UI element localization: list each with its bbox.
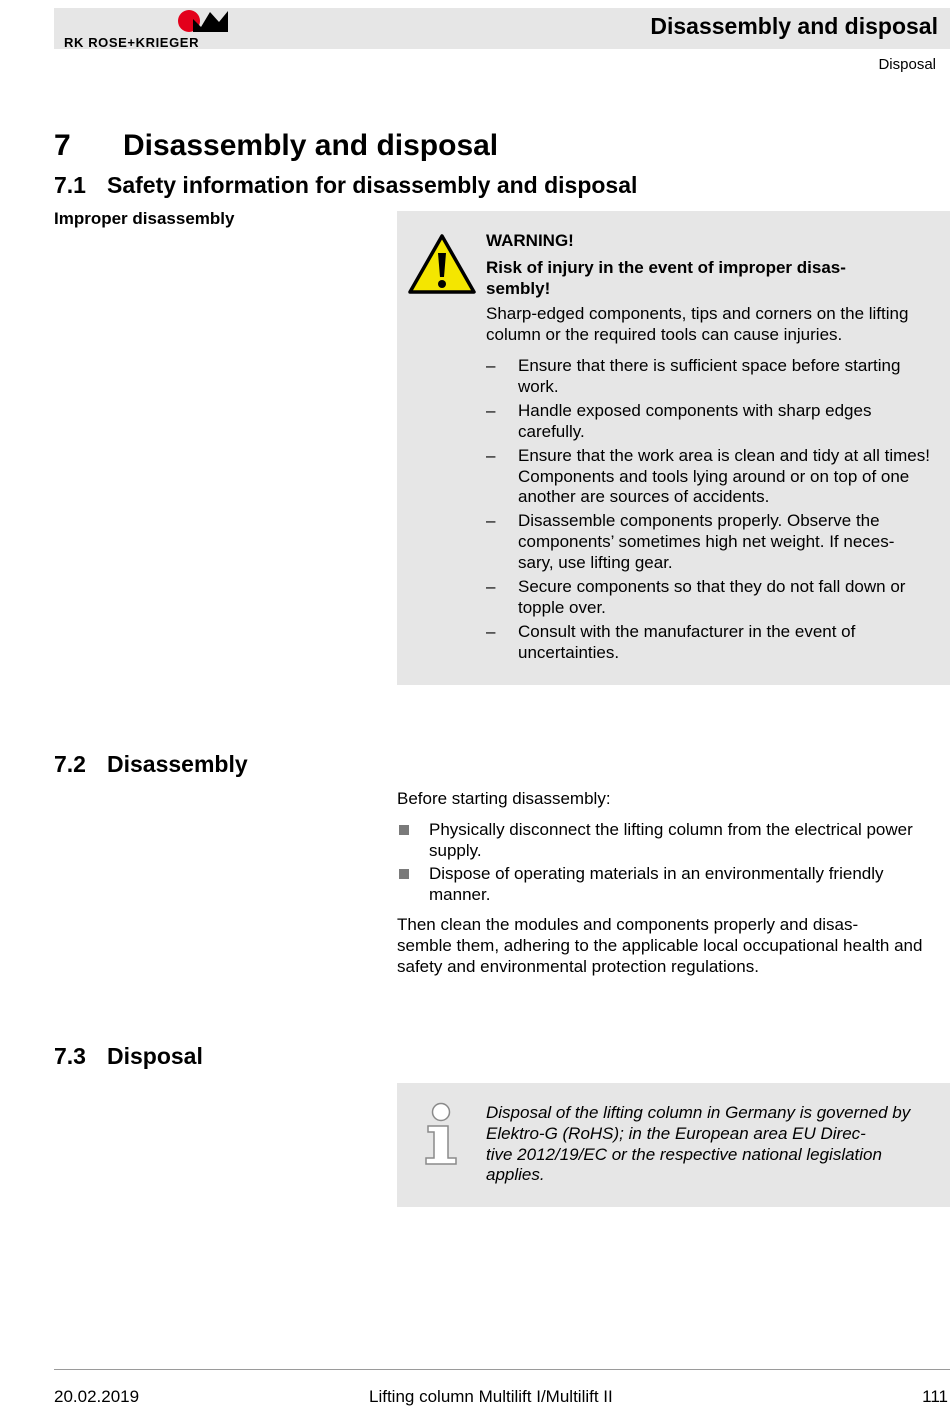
brand-name: RK ROSE+KRIEGER	[64, 35, 200, 50]
warning-content	[486, 231, 938, 667]
list-item: – Consult with the manufacturer in the event of uncertainties.	[486, 622, 938, 664]
footer-date: 20.02.2019	[54, 1387, 140, 1406]
list-item: – Secure components so that they do not fall down or topple over.	[486, 577, 938, 619]
disassembly-text	[397, 789, 942, 978]
disassembly-list	[397, 820, 942, 906]
side-label: Improper disassembly	[54, 209, 235, 228]
list-item: Dispose of operating materials in an environmentally friendly manner.	[397, 864, 942, 906]
section-title: Safety information for disassembly and disposal	[107, 172, 638, 198]
warning-list	[486, 356, 938, 664]
page-number: 111	[922, 1387, 948, 1406]
section-heading-disassembly	[54, 751, 248, 778]
warning-lead: Risk of injury in the event of improper disas- sembly!	[486, 257, 846, 298]
list-item: Physically disconnect the lifting column from the electrical power supply.	[397, 820, 942, 862]
chapter-title: Disassembly and disposal	[123, 129, 499, 162]
list-item: – Handle exposed components with sharp edges carefully.	[486, 401, 938, 443]
footer-divider	[54, 1369, 950, 1370]
warning-triangle-icon	[408, 233, 476, 295]
header-subtitle: Disposal	[878, 56, 936, 73]
info-text: Disposal of the lifting column in Germany is governed by Elektro-G (RoHS); in the European area EU Direc- tive 2012/19/EC or the respective national legislation applies.	[486, 1103, 911, 1185]
disassembly-outro: Then clean the modules and components properly and disas- semble them, adhering to the applicable local occupational health and safety and environmental protection regulations.	[397, 915, 923, 977]
footer-document: Lifting column Multilift I/Multilift II	[369, 1387, 613, 1406]
disassembly-intro: Before starting disassembly:	[397, 789, 611, 808]
section-title: Disposal	[107, 1043, 203, 1069]
section-number: 7.3	[54, 1043, 86, 1069]
section-title: Disassembly	[107, 751, 248, 777]
list-item: – Ensure that there is sufficient space before starting work.	[486, 356, 938, 398]
section-number: 7.1	[54, 172, 86, 198]
section-number: 7.2	[54, 751, 86, 777]
company-logo	[62, 8, 232, 52]
header-title: Disassembly and disposal	[650, 13, 938, 39]
warning-body: Sharp-edged components, tips and corners on the lifting column or the required tools can cause injuries.	[486, 304, 909, 345]
list-item: – Disassemble components properly. Observe the components’ sometimes high net weight. If neces- sary, use lifting gear.	[486, 511, 938, 573]
chapter-number: 7	[54, 129, 71, 162]
chapter-heading	[54, 129, 498, 163]
list-item: – Ensure that the work area is clean and tidy at all times! Components and tools lying around or on top of one another are sources of accidents.	[486, 446, 938, 508]
section-heading-safety	[54, 172, 637, 199]
info-icon	[420, 1102, 462, 1168]
section-heading-disposal	[54, 1043, 203, 1070]
warning-title: WARNING!	[486, 231, 574, 250]
